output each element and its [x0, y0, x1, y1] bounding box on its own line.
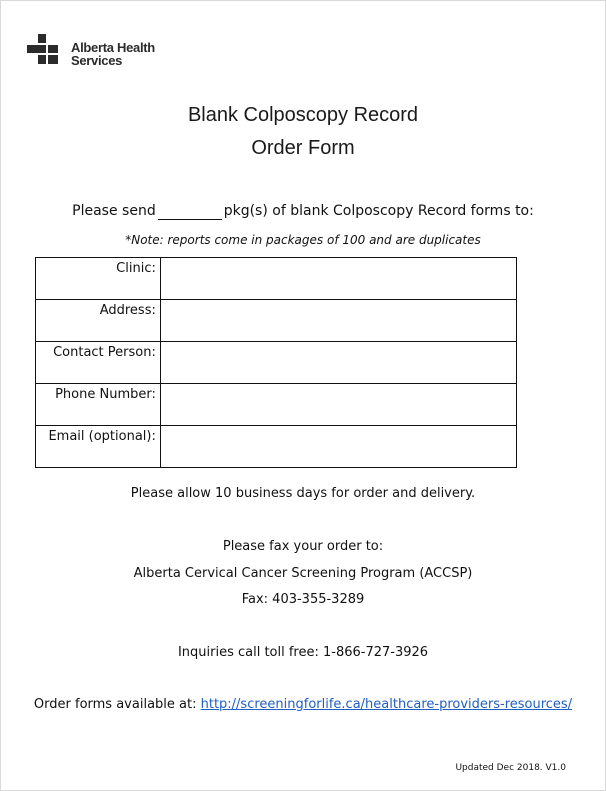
logo-line-1: Alberta Health: [71, 40, 155, 55]
form-row-address: [36, 300, 517, 342]
send-suffix: pkg(s) of blank Colposcopy Record forms to:: [223, 203, 534, 219]
page-subtitle: Order Form: [251, 137, 355, 159]
form-row-contact-person: [36, 342, 517, 384]
form-row-email: [36, 426, 517, 468]
send-prefix: Please send: [72, 203, 156, 219]
address-field[interactable]: [160, 300, 516, 342]
form-row-phone: [36, 384, 517, 426]
ahs-logo: [27, 34, 155, 74]
page-title: Blank Colposcopy Record: [187, 104, 419, 126]
program-name: Alberta Cervical Cancer Screening Program (ACCSP): [133, 566, 473, 581]
phone-number-field[interactable]: [160, 384, 516, 426]
order-forms-line: [0, 697, 606, 712]
form-row-clinic: [36, 258, 517, 300]
contact-form-table: [35, 257, 517, 468]
ahs-cross-logo-icon: [27, 34, 67, 74]
resources-link[interactable]: http://screeningforlife.ca/healthcare-providers-resources/: [200, 697, 573, 712]
fax-intro: Please fax your order to:: [222, 539, 384, 554]
inquiries-phone: Inquiries call toll free: 1-866-727-3926: [177, 645, 429, 660]
phone-number-label: Phone Number:: [36, 384, 161, 426]
package-note: *Note: reports come in packages of 100 and are duplicates: [125, 233, 481, 247]
email-label: Email (optional):: [36, 426, 161, 468]
clinic-label: Clinic:: [36, 258, 161, 300]
clinic-field[interactable]: [160, 258, 516, 300]
fax-number: Fax: 403-355-3289: [241, 592, 365, 607]
logo-wordmark: [71, 41, 155, 67]
delivery-notice: Please allow 10 business days for order and delivery.: [130, 486, 476, 501]
address-label: Address:: [36, 300, 161, 342]
send-instruction: [0, 203, 606, 220]
email-field[interactable]: [160, 426, 516, 468]
order-forms-prefix: Order forms available at:: [33, 697, 201, 712]
package-count-blank[interactable]: [158, 203, 222, 220]
version-footer: Updated Dec 2018. V1.0: [455, 763, 566, 773]
contact-person-label: Contact Person:: [36, 342, 161, 384]
contact-person-field[interactable]: [160, 342, 516, 384]
logo-line-2: Services: [71, 53, 123, 68]
